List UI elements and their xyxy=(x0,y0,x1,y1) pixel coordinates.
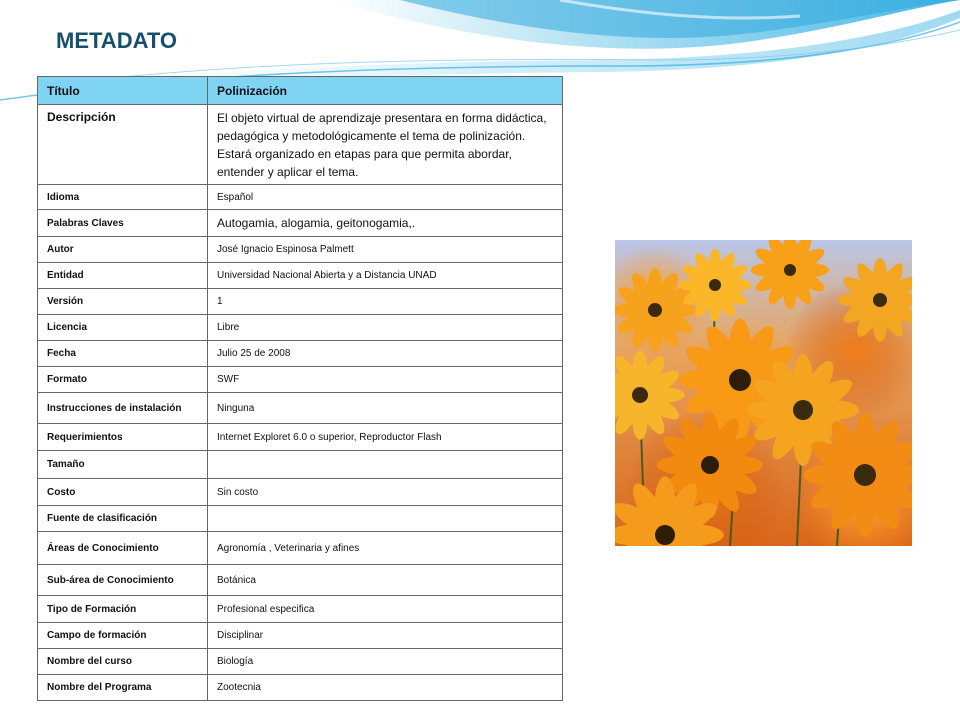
header-value: Polinización xyxy=(208,77,563,105)
row-value: 1 xyxy=(208,289,563,315)
row-value: Biología xyxy=(208,649,563,675)
row-value: Internet Exploret 6.0 o superior, Reproductor Flash xyxy=(208,424,563,451)
table-row xyxy=(38,315,563,341)
row-value: Español xyxy=(208,185,563,210)
row-value: Profesional especifica xyxy=(208,596,563,623)
row-key: Descripción xyxy=(38,105,208,185)
row-key: Autor xyxy=(38,237,208,263)
table-row xyxy=(38,649,563,675)
table-row xyxy=(38,565,563,596)
table-row xyxy=(38,367,563,393)
row-value: Julio 25 de 2008 xyxy=(208,341,563,367)
page-title: METADATO xyxy=(56,28,177,53)
header-key: Título xyxy=(38,77,208,105)
row-key: Requerimientos xyxy=(38,424,208,451)
table-row xyxy=(38,424,563,451)
table-row xyxy=(38,289,563,315)
row-value: SWF xyxy=(208,367,563,393)
row-value: Zootecnia xyxy=(208,675,563,701)
row-key: Entidad xyxy=(38,263,208,289)
row-key: Fuente de clasificación xyxy=(38,506,208,532)
row-key: Áreas de Conocimiento xyxy=(38,532,208,565)
table-row xyxy=(38,185,563,210)
row-value: Disciplinar xyxy=(208,623,563,649)
row-value xyxy=(208,451,563,479)
row-value: Libre xyxy=(208,315,563,341)
metadata-table xyxy=(37,76,563,701)
row-value: Universidad Nacional Abierta y a Distancia UNAD xyxy=(208,263,563,289)
row-key: Tipo de Formación xyxy=(38,596,208,623)
row-value: José Ignacio Espinosa Palmett xyxy=(208,237,563,263)
row-value xyxy=(208,506,563,532)
row-key: Fecha xyxy=(38,341,208,367)
table-row xyxy=(38,675,563,701)
table-row xyxy=(38,596,563,623)
row-key: Palabras Claves xyxy=(38,210,208,237)
row-key: Nombre del curso xyxy=(38,649,208,675)
table-row xyxy=(38,479,563,506)
table-row xyxy=(38,451,563,479)
table-row xyxy=(38,105,563,185)
table-row xyxy=(38,506,563,532)
row-value: Sin costo xyxy=(208,479,563,506)
table-row xyxy=(38,623,563,649)
table-row xyxy=(38,237,563,263)
table-row xyxy=(38,210,563,237)
flowers-illustration xyxy=(615,240,912,546)
row-key: Versión xyxy=(38,289,208,315)
table-header-row xyxy=(38,77,563,105)
row-key: Campo de formación xyxy=(38,623,208,649)
row-value: Autogamia, alogamia, geitonogamia,. xyxy=(208,210,563,237)
row-value: Botánica xyxy=(208,565,563,596)
table-row xyxy=(38,341,563,367)
row-key: Tamaño xyxy=(38,451,208,479)
table-row xyxy=(38,263,563,289)
row-value: Ninguna xyxy=(208,393,563,424)
table-row xyxy=(38,393,563,424)
row-key: Licencia xyxy=(38,315,208,341)
row-key: Costo xyxy=(38,479,208,506)
row-key: Instrucciones de instalación xyxy=(38,393,208,424)
row-key: Formato xyxy=(38,367,208,393)
table-row xyxy=(38,532,563,565)
row-key: Nombre del Programa xyxy=(38,675,208,701)
row-value: El objeto virtual de aprendizaje presentara en forma didáctica, pedagógica y metodológicamente el tema de polinización. Estará organizado en etapas para que permita abordar, entender y aplicar el tema. xyxy=(208,105,563,185)
flowers-photo xyxy=(615,240,912,546)
row-key: Idioma xyxy=(38,185,208,210)
row-value: Agronomía , Veterinaria y afines xyxy=(208,532,563,565)
row-key: Sub-área de Conocimiento xyxy=(38,565,208,596)
